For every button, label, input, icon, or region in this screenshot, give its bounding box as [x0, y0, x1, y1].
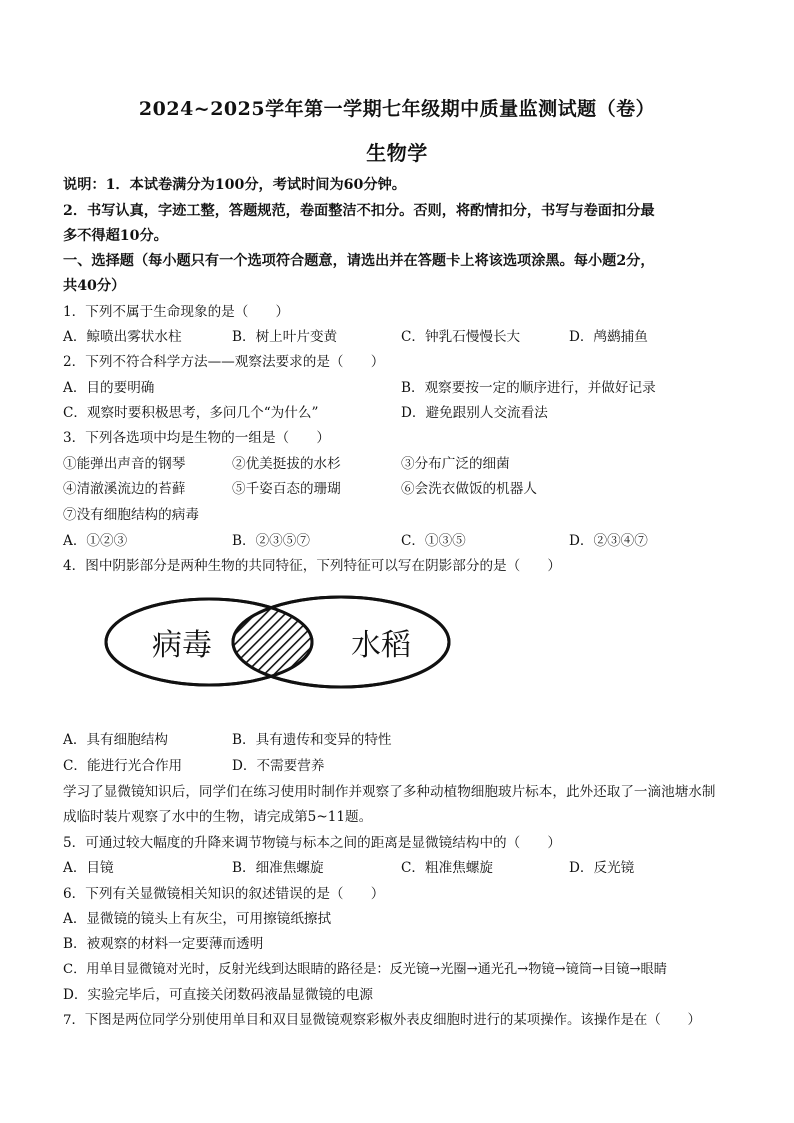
exam-title: 2024~2025学年第一学期七年级期中质量监测试题（卷）: [138, 98, 656, 120]
q2-option-d: D．避免跟别人交流看法: [401, 405, 548, 421]
q3-item-6: ⑥会洗衣做饭的机器人: [401, 481, 537, 497]
note-2-line-2: 多不得超10分。: [63, 228, 168, 244]
q5-option-d: D．反光镜: [569, 860, 635, 876]
q2-stem: 2．下列不符合科学方法——观察法要求的是（ ）: [63, 354, 385, 370]
q3-item-3: ③分布广泛的细菌: [401, 456, 510, 472]
q5-option-c: C．粗准焦螺旋: [401, 860, 493, 876]
q5-stem: 5．可通过较大幅度的升降来调节物镜与标本之间的距离是显微镜结构中的（ ）: [63, 835, 562, 851]
q4-option-b: B．具有遗传和变异的特性: [232, 732, 392, 748]
q1-option-c: C．钟乳石慢慢长大: [401, 329, 521, 345]
q3-option-b: B．②③⑤⑦: [232, 533, 310, 549]
q4-option-c: C．能进行光合作用: [63, 758, 183, 774]
q5-option-a: A．目镜: [63, 860, 114, 876]
q3-option-d: D．②③④⑦: [569, 533, 648, 549]
q6-option-c: C．用单目显微镜对光时，反射光线到达眼睛的路径是：反光镜→光圈→通光孔→物镜→镜筒→目镜→眼睛: [63, 962, 667, 977]
q6-option-b: B．被观察的材料一定要薄而透明: [63, 936, 264, 952]
q1-option-a: A．鲸喷出雾状水柱: [63, 329, 182, 345]
q4-option-d: D．不需要营养: [232, 758, 325, 774]
venn-right-label: 水稻: [351, 628, 411, 663]
q1-option-d: D．鸬鹚捕鱼: [569, 329, 648, 345]
q3-item-5: ⑤千姿百态的珊瑚: [232, 481, 341, 497]
q1-option-b: B．树上叶片变黄: [232, 329, 338, 345]
q6-option-a: A．显微镜的镜头上有灰尘，可用擦镜纸擦拭: [63, 911, 332, 927]
q3-option-c: C．①③⑤: [401, 533, 466, 549]
section-1-heading-line-2: 共40分）: [63, 278, 126, 294]
q3-item-7: ⑦没有细胞结构的病毒: [63, 507, 199, 523]
q4-option-a: A．具有细胞结构: [63, 732, 168, 748]
q3-item-2: ②优美挺拔的水杉: [232, 456, 341, 472]
q3-stem: 3．下列各选项中均是生物的一组是（ ）: [63, 430, 330, 446]
venn-diagram: [103, 587, 453, 697]
q6-stem: 6．下列有关显微镜相关知识的叙述错误的是（ ）: [63, 886, 385, 902]
q2-option-a: A．目的要明确: [63, 380, 155, 396]
q3-item-4: ④清澈溪流边的苔藓: [63, 481, 186, 497]
q6-option-d: D．实验完毕后，可直接关闭数码液晶显微镜的电源: [63, 987, 373, 1003]
note-2-line-1: 2．书写认真，字迹工整，答题规范，卷面整洁不扣分。否则，将酌情扣分，书写与卷面扣分最: [63, 203, 655, 219]
q5-option-b: B．细准焦螺旋: [232, 860, 324, 876]
q2-option-c: C．观察时要积极思考，多问几个“为什么”: [63, 405, 319, 421]
passage-line-1: 学习了显微镜知识后，同学们在练习使用时制作并观察了多种动植物细胞玻片标本，此外还取了一滴池塘水制: [63, 784, 716, 800]
venn-left-label: 病毒: [152, 628, 212, 663]
subject-title: 生物学: [366, 141, 428, 165]
q7-stem: 7．下图是两位同学分别使用单目和双目显微镜观察彩椒外表皮细胞时进行的某项操作。该操作是在（ ）: [63, 1013, 701, 1028]
q1-stem: 1．下列不属于生命现象的是（ ）: [63, 304, 290, 320]
q3-option-a: A．①②③: [63, 533, 128, 549]
passage-line-2: 成临时装片观察了水中的生物，请完成第5~11题。: [63, 809, 373, 825]
section-1-heading-line-1: 一、选择题（每小题只有一个选项符合题意，请选出并在答题卡上将该选项涂黑。每小题2分，: [63, 253, 655, 269]
q3-item-1: ①能弹出声音的钢琴: [63, 456, 186, 472]
q2-option-b: B．观察要按一定的顺序进行，并做好记录: [401, 380, 656, 396]
note-1: 说明：1．本试卷满分为100分，考试时间为60分钟。: [63, 177, 406, 193]
q4-stem: 4．图中阴影部分是两种生物的共同特征，下列特征可以写在阴影部分的是（ ）: [63, 558, 562, 574]
